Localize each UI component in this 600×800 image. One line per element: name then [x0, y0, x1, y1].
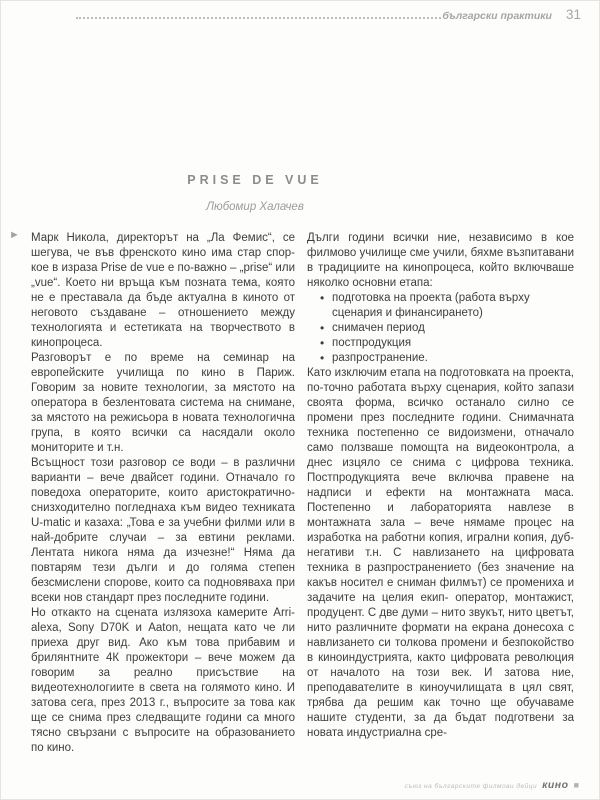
paragraph: Марк Никола, директорът на „Ла Фемис“, се шегува, че във френското кино има стар спор- кое в израза Prise de vue е по-важно – „prise“ или „vue“. Което ни връща към позната тема, която не е преставала да бъде актуална в киното от неговото създаване – отношението между технологията и естетиката на творчеството в кинопроцеса.	[31, 232, 295, 349]
paragraph: Дълги години всички ние, независимо в кое филмово училище сме учили, бяхме възпитавани в традициите на кинопроцеса, който включваше няколко основни етапа:	[307, 232, 574, 289]
magazine-logo: кино	[542, 779, 569, 791]
paragraph: Всъщност този разговор се води – в различни варианти – вече двайсет години. Отначало го поведоха операторите, които аристократично-снизходително погледнаха към видео техниката U-matic и казаха: „Това е за учебни филми или в най-добрите случаи – за евтини реклами. Лентата никога няма да изчезне!“ Няма да повтарям тези дълги и до голяма степен безсмислени спорове, които са подновяваха при всеки нов стандарт през последните години.	[31, 457, 295, 604]
list-item: • постпродукция	[332, 336, 574, 351]
title-block	[1, 173, 509, 213]
page-number: 31	[565, 7, 581, 22]
section-title: български практики	[442, 10, 552, 22]
page-footer	[405, 779, 579, 791]
list-item: • подготовка на проекта (работа върху сценария и финансирането)	[332, 291, 574, 321]
dotted-leader	[76, 17, 441, 19]
list-item: • снимачен период	[332, 321, 574, 336]
article-author: Любомир Халачев	[206, 201, 304, 213]
paragraph-marker-icon: ►	[9, 229, 20, 241]
footer-square-icon: ■	[573, 780, 579, 790]
article-body	[31, 231, 574, 756]
right-column	[307, 231, 574, 756]
paragraph: Като изключим етапа на подготовката на проекта, по-точно работата върху сценария, който запази своята форма, всичко останало силно се промени през последните години. Снимачната техника постепенно се видоизмени, отначало само ползваше помощта на видеоконтрола, а днес изцяло се снима с цифрова техника. Постпродукцията вече включва правене на надписи и ефекти на монтажната маса. Постепенно и лабораторията навлезе в монтажната зала – вече нямаме процес на изработка на работни копия, игрални копия, дуб-негативи т.н. С навлизането на цифровата техника в разпространението (без значение на какъв носител е сниман филмът) се промениха и задачите на целия екип- оператор, монтажист, продуцент. С две думи – нито звукът, нито цветът, нито различните формати на екрана донесоха с навлизането си толкова промени и безпокойство в киноиндустрията, както цифровата революция от началото на този век. И затова ние, преподавателите в киноучилищата в цял свят, трябва да решим как точно ще обучаваме нашите студенти, за да бъдат подготвени за новата индустриална сре-	[307, 367, 574, 739]
list-item: • разпространение.	[332, 351, 574, 366]
page-header	[76, 7, 581, 23]
article-title: PRISE DE VUE	[187, 173, 323, 187]
paragraph: Разговорът е по време на семинар на европейските училища по кино в Париж. Говорим за новите технологии, за мястото на оператора в безлентовата система на снимане, за мястото на режисьора в новата технологична група, в която всички са насядали около мониторите и т.н.	[31, 352, 295, 454]
stages-list	[307, 291, 574, 366]
imprint-text: съюз на българските филмови дейци	[404, 783, 538, 790]
paragraph: Но откакто на сцената излязоха камерите Arri-alexa, Sony D70K и Aaton, нещата като че ли приеха друг вид. Ако към това прибавим и брилянтните 4К прожектори – вече можем да говорим за реално присъствие на видеотехнологиите в света на голямото кино. И затова сега, през 2013 г., въпросите за това как ще се снима през следващите години са много тясно свързани с въпросите на образованието по кино.	[31, 607, 295, 754]
left-column	[31, 231, 295, 756]
